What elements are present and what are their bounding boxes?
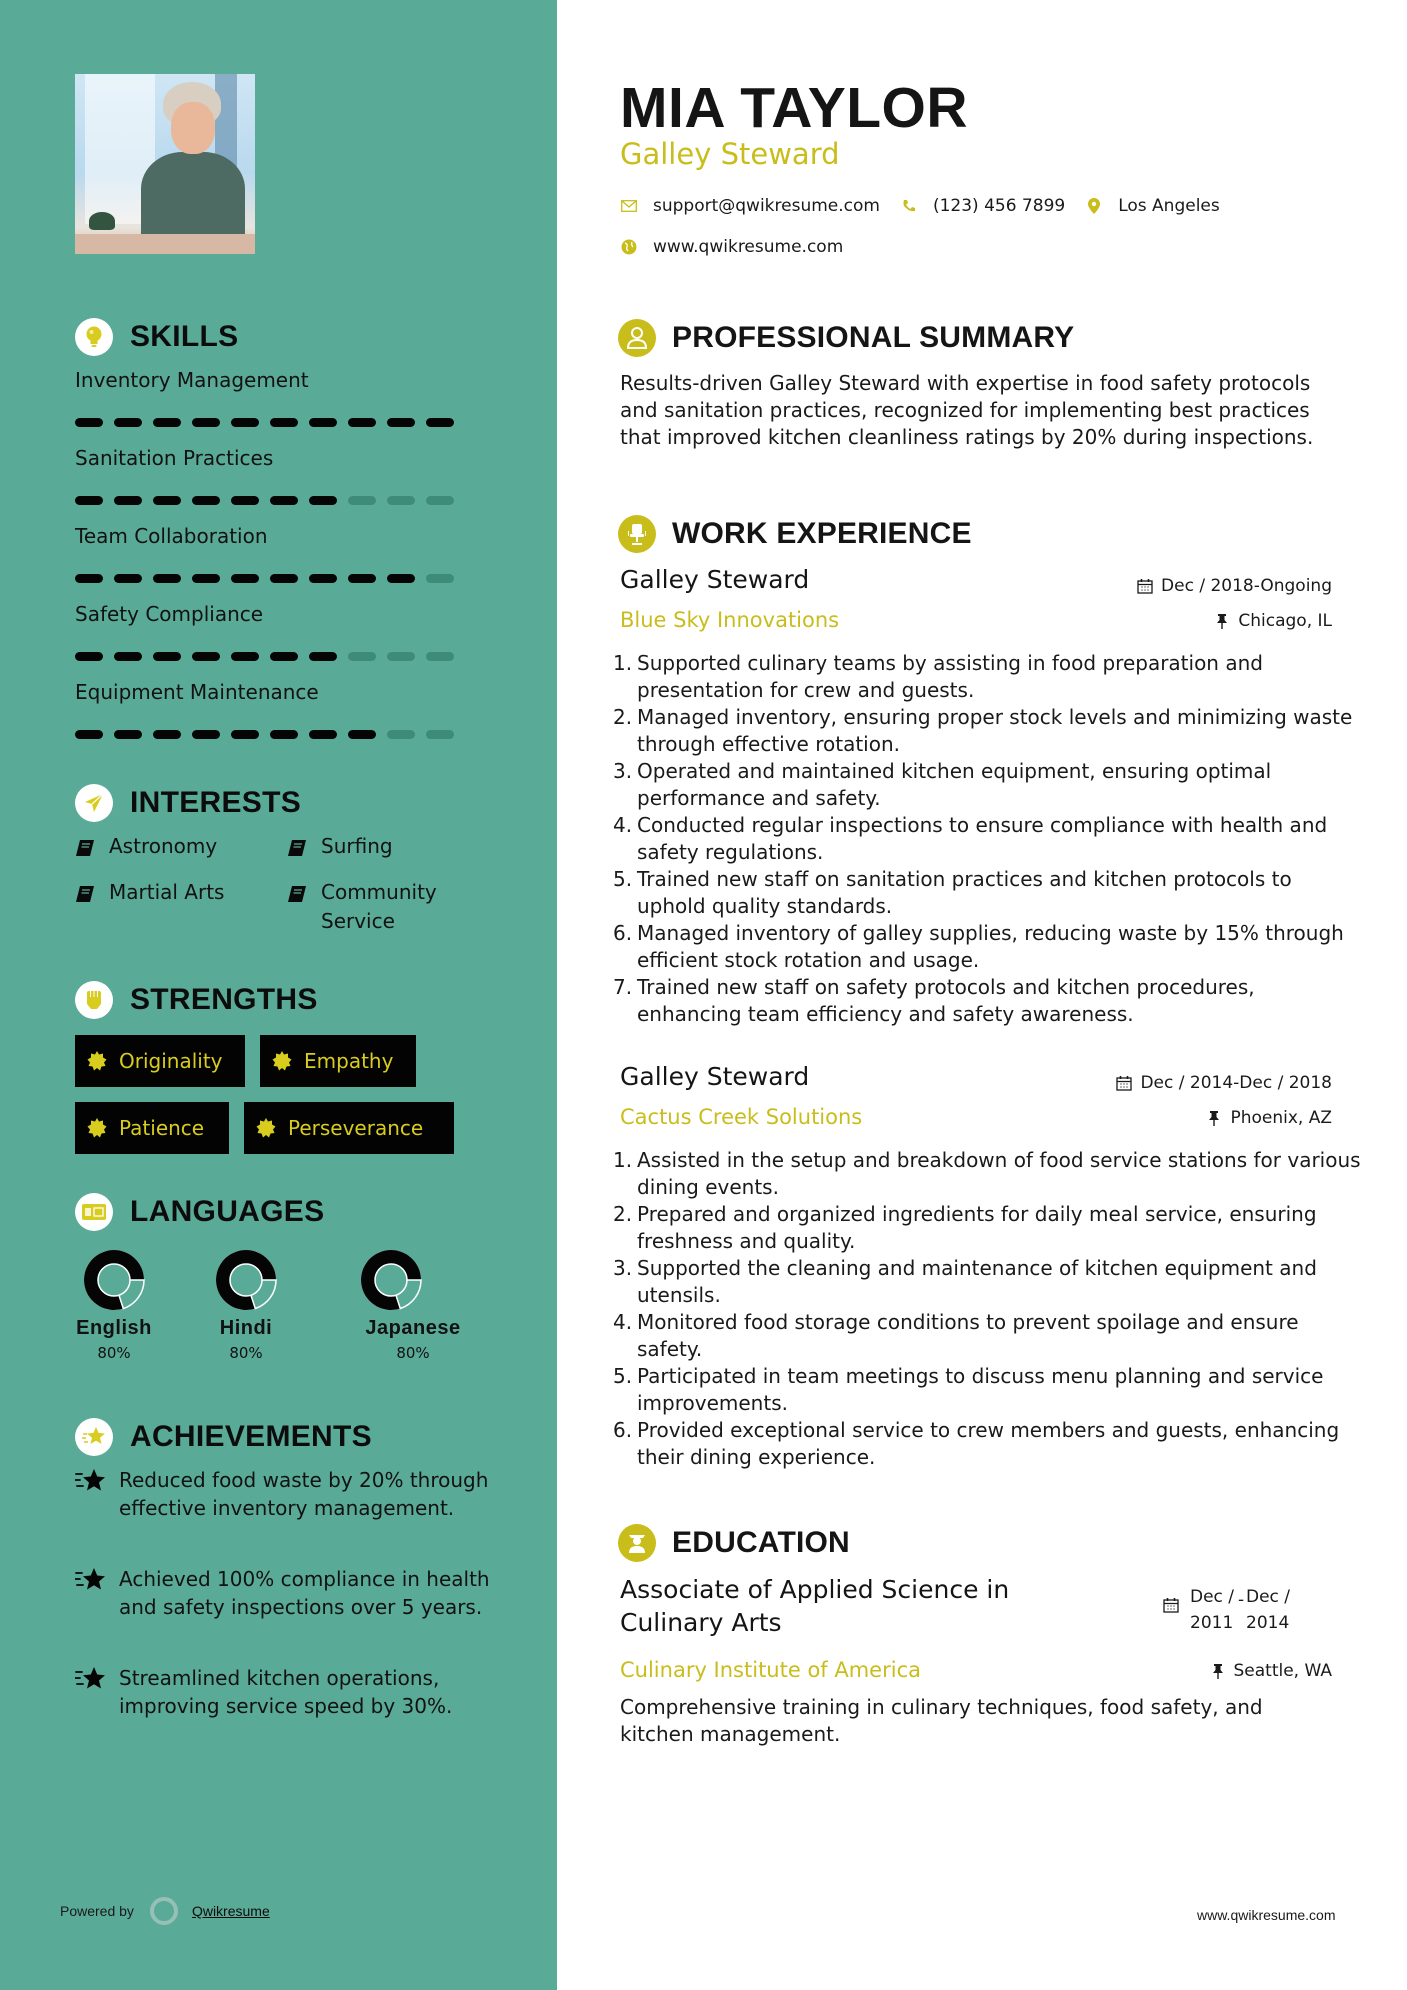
interest-item xyxy=(287,832,487,865)
job-location-text: Phoenix, AZ xyxy=(1230,1108,1332,1128)
strength-label: Perseverance xyxy=(288,1116,424,1140)
education-location xyxy=(1032,1661,1332,1681)
contact-row xyxy=(620,196,1220,216)
strengths-header xyxy=(75,981,318,1019)
language-percent: 80% xyxy=(229,1344,263,1362)
email-link[interactable]: support@qwikresume.com xyxy=(653,196,880,216)
job-bullet: 5. Participated in team meetings to discuss menu planning and service improvements. xyxy=(613,1364,1324,1415)
school-name: Culinary Institute of America xyxy=(620,1658,921,1682)
user-icon xyxy=(618,319,656,357)
education-end: Dec / 2014 xyxy=(1246,1587,1291,1633)
job-bullet: 1. Assisted in the setup and breakdown of food service stations for various dining events. xyxy=(613,1148,1361,1199)
star-speed-icon xyxy=(75,1468,109,1501)
skill-label: Equipment Maintenance xyxy=(75,680,319,704)
skill-item xyxy=(75,368,309,392)
pushpin-icon xyxy=(1214,613,1230,629)
education-header xyxy=(618,1524,850,1562)
language-percent: 80% xyxy=(396,1344,430,1362)
strength-tag xyxy=(75,1035,245,1087)
language-donut-chart xyxy=(214,1248,278,1312)
job-bullet: 7. Trained new staff on safety protocols and kitchen procedures, enhancing team efficiency and safety awareness. xyxy=(613,975,1255,1026)
summary-title: PROFESSIONAL SUMMARY xyxy=(672,321,1075,354)
language-item xyxy=(348,1248,478,1362)
candidate-name: MIA TAYLOR xyxy=(620,76,969,140)
book-icon xyxy=(287,882,309,911)
main-content xyxy=(557,0,1407,1990)
achievement-item xyxy=(75,1565,515,1621)
phone-number[interactable]: (123) 456 7899 xyxy=(932,196,1066,216)
skill-label: Safety Compliance xyxy=(75,602,264,626)
strength-tag xyxy=(244,1102,454,1154)
strength-tag xyxy=(75,1102,229,1154)
powered-by-label: Powered by xyxy=(60,1903,134,1919)
book-icon xyxy=(75,836,97,865)
skills-title: SKILLS xyxy=(130,320,239,353)
website-row xyxy=(620,237,843,257)
job-bullet: 4. Conducted regular inspections to ensure compliance with health and safety regulations. xyxy=(613,813,1328,864)
skill-item xyxy=(75,680,319,704)
education-title: EDUCATION xyxy=(672,1526,850,1559)
paper-plane-icon xyxy=(75,784,113,822)
achievement-text: Streamlined kitchen operations, improving service speed by 30%. xyxy=(119,1666,453,1718)
interests-header xyxy=(75,784,301,822)
calendar-icon xyxy=(1137,578,1153,594)
graduate-icon xyxy=(618,1524,656,1562)
language-item xyxy=(66,1248,162,1362)
skill-level-bar xyxy=(75,418,454,427)
interests-title: INTERESTS xyxy=(130,786,302,819)
achievement-text: Achieved 100% compliance in health and safety inspections over 5 years. xyxy=(119,1567,490,1619)
envelope-icon xyxy=(620,197,638,215)
job-bullet: 2. Managed inventory, ensuring proper stock levels and minimizing waste through effective rotation. xyxy=(613,705,1353,756)
qwikresume-logo-icon xyxy=(150,1897,178,1925)
skill-level-bar xyxy=(75,496,454,505)
strength-tag xyxy=(260,1035,416,1087)
badge-icon xyxy=(87,1051,107,1071)
sidebar xyxy=(0,0,557,1990)
achievement-item xyxy=(75,1664,515,1720)
job-bullet: 5. Trained new staff on sanitation practices and kitchen protocols to uphold quality standards. xyxy=(613,867,1292,918)
job-dates-text: Dec / 2014-Dec / 2018 xyxy=(1140,1073,1332,1093)
skill-item xyxy=(75,524,268,548)
powered-by xyxy=(60,1897,270,1925)
pushpin-icon xyxy=(1210,1663,1226,1679)
job-bullet: 2. Prepared and organized ingredients for daily meal service, ensuring freshness and quality. xyxy=(613,1202,1317,1253)
id-card-icon xyxy=(75,1193,113,1231)
education-start: Dec / 2011 xyxy=(1190,1587,1235,1633)
qwikresume-link[interactable]: Qwikresume xyxy=(191,1903,270,1919)
badge-icon xyxy=(272,1051,292,1071)
job-title: Galley Steward xyxy=(620,1062,810,1091)
language-donut-chart xyxy=(82,1248,146,1312)
languages-title: LANGUAGES xyxy=(130,1195,325,1228)
job-bullet: 3. Operated and maintained kitchen equipment, ensuring optimal performance and safety. xyxy=(613,759,1272,810)
phone-icon xyxy=(900,197,918,215)
interest-item xyxy=(287,878,457,936)
star-speed-icon xyxy=(75,1567,109,1600)
skill-item xyxy=(75,446,273,470)
star-icon xyxy=(75,1418,113,1456)
job-bullets xyxy=(613,650,1363,1028)
degree-title: Associate of Applied Science in Culinary Arts xyxy=(620,1575,1010,1637)
badge-icon xyxy=(87,1118,107,1138)
job-dates xyxy=(1032,576,1332,596)
language-item xyxy=(198,1248,294,1362)
star-speed-icon xyxy=(75,1666,109,1699)
summary-header xyxy=(618,319,1074,357)
job-bullet: 6. Provided exceptional service to crew members and guests, enhancing their dining experience. xyxy=(613,1418,1340,1469)
job-bullet: 3. Supported the cleaning and maintenance of kitchen equipment and utensils. xyxy=(613,1256,1317,1307)
map-pin-icon xyxy=(1085,197,1103,215)
skill-level-bar xyxy=(75,652,454,661)
languages-header xyxy=(75,1193,324,1231)
profile-photo xyxy=(75,74,255,254)
strength-label: Originality xyxy=(119,1049,223,1073)
job-bullets xyxy=(613,1147,1363,1471)
job-dates xyxy=(1032,1073,1332,1093)
date-separator: - xyxy=(1238,1590,1245,1610)
strength-label: Empathy xyxy=(304,1049,394,1073)
skill-label: Inventory Management xyxy=(75,368,309,392)
job-bullet: 4. Monitored food storage conditions to prevent spoilage and ensure safety. xyxy=(613,1310,1299,1361)
skills-header xyxy=(75,318,238,356)
language-donut-chart xyxy=(359,1248,423,1312)
job-location xyxy=(1032,1108,1332,1128)
strengths-title: STRENGTHS xyxy=(130,983,318,1016)
job-bullet: 1. Supported culinary teams by assisting in food preparation and presentation for crew and guests. xyxy=(613,651,1263,702)
achievements-title: ACHIEVEMENTS xyxy=(130,1420,372,1453)
interest-label: Astronomy xyxy=(109,834,218,858)
footer-website[interactable]: www.qwikresume.com xyxy=(1197,1907,1336,1923)
job-dates-text: Dec / 2018-Ongoing xyxy=(1161,576,1332,596)
achievements-header xyxy=(75,1418,372,1456)
experience-title: WORK EXPERIENCE xyxy=(672,517,972,550)
company-name: Blue Sky Innovations xyxy=(620,608,840,632)
language-percent: 80% xyxy=(97,1344,131,1362)
website-link[interactable]: www.qwikresume.com xyxy=(653,237,844,257)
experience-header xyxy=(618,515,972,553)
skill-level-bar xyxy=(75,730,454,739)
education-description: Comprehensive training in culinary techniques, food safety, and kitchen management. xyxy=(620,1695,1263,1746)
globe-icon xyxy=(620,238,638,256)
skill-label: Team Collaboration xyxy=(75,524,268,548)
skill-label: Sanitation Practices xyxy=(75,446,274,470)
achievement-text: Reduced food waste by 20% through effective inventory management. xyxy=(119,1468,489,1520)
interest-item xyxy=(75,832,265,865)
interest-item xyxy=(75,878,265,911)
fist-icon xyxy=(75,981,113,1019)
location-text: Los Angeles xyxy=(1118,196,1220,216)
strength-label: Patience xyxy=(119,1116,205,1140)
pushpin-icon xyxy=(1206,1110,1222,1126)
book-icon xyxy=(287,836,309,865)
achievement-item xyxy=(75,1466,515,1522)
calendar-icon xyxy=(1163,1597,1179,1613)
company-name: Cactus Creek Solutions xyxy=(620,1105,863,1129)
book-icon xyxy=(75,882,97,911)
skill-level-bar xyxy=(75,574,454,583)
education-dates xyxy=(1163,1584,1333,1634)
candidate-role: Galley Steward xyxy=(620,137,840,171)
interest-label: Surfing xyxy=(321,834,393,858)
education-location-text: Seattle, WA xyxy=(1233,1661,1332,1681)
calendar-icon xyxy=(1116,1075,1132,1091)
office-chair-icon xyxy=(618,515,656,553)
badge-icon xyxy=(256,1118,276,1138)
skill-item xyxy=(75,602,263,626)
language-name: Hindi xyxy=(219,1317,273,1339)
interest-label: Community Service xyxy=(321,880,437,933)
job-location-text: Chicago, IL xyxy=(1238,611,1332,631)
lightbulb-icon xyxy=(75,318,113,356)
job-bullet: 6. Managed inventory of galley supplies, reducing waste by 15% through efficient stock rotation and usage. xyxy=(613,921,1344,972)
language-name: English xyxy=(76,1317,152,1339)
interest-label: Martial Arts xyxy=(109,880,225,904)
summary-text: Results-driven Galley Steward with expertise in food safety protocols and sanitation practices, recognized for implementing best practices that improved kitchen cleanliness ratings by 20% during inspections. xyxy=(620,371,1314,449)
job-title: Galley Steward xyxy=(620,565,810,594)
job-location xyxy=(1032,611,1332,631)
language-name: Japanese xyxy=(365,1317,461,1339)
